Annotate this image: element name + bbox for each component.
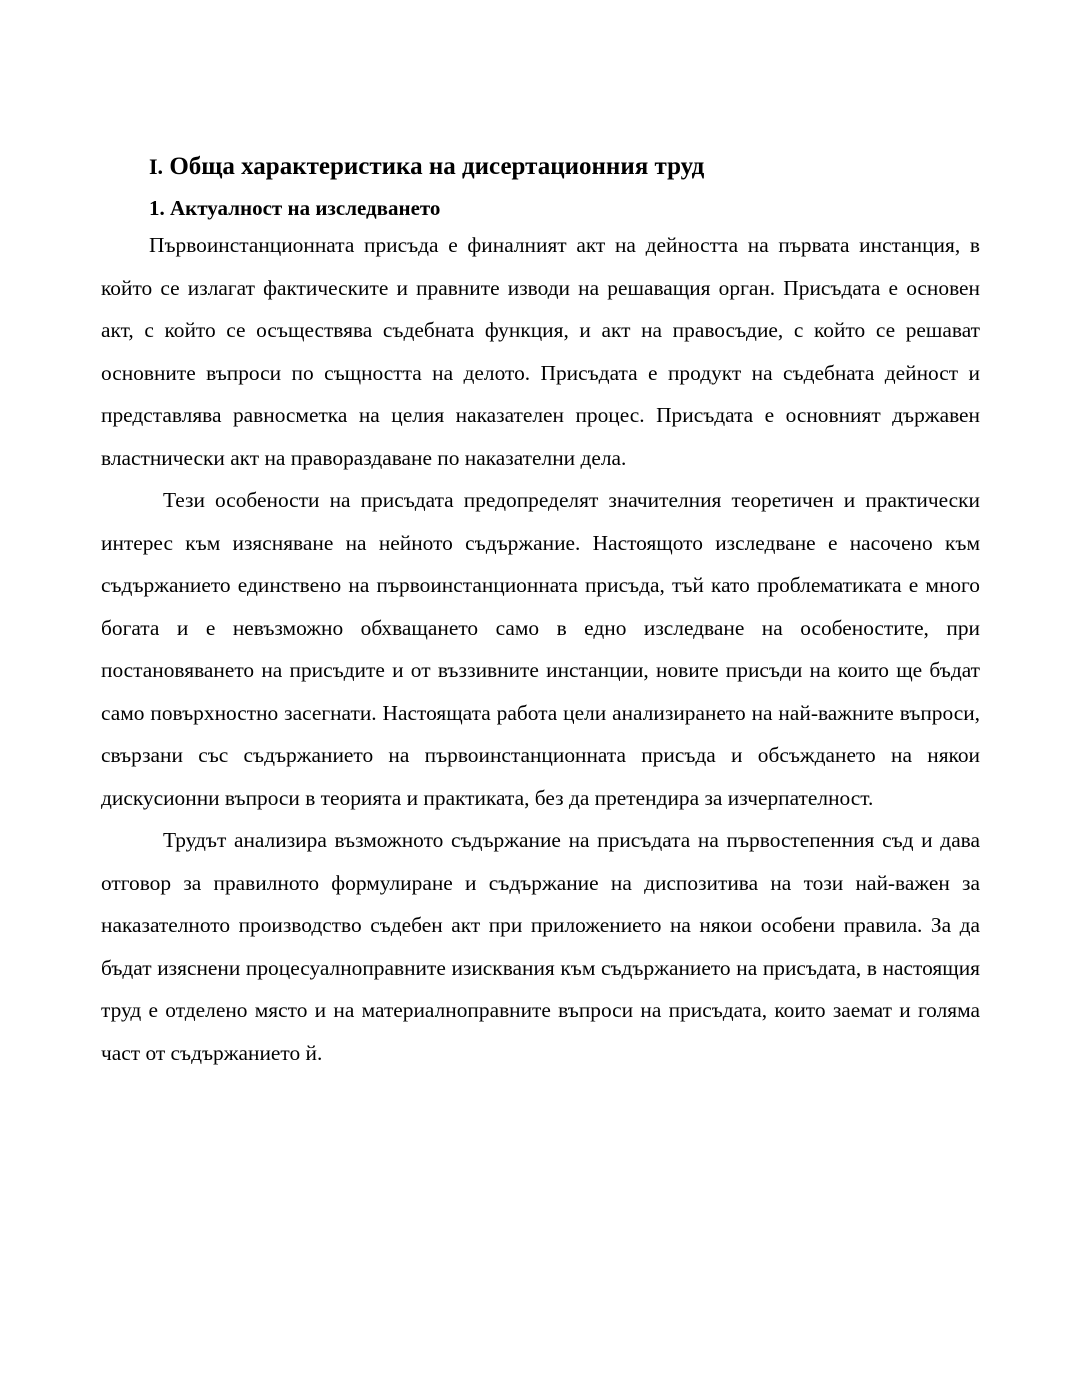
section-number: I.	[149, 154, 164, 179]
document-body	[101, 148, 980, 1074]
paragraph-2: Тези особености на присъдата предопределят значителния теоретичен и практически интерес към изясняване на нейното съдържание. Настоящото изследване е насочено към съдържанието единствено на първоинстанционната присъда, тъй като проблематиката е много богата и е невъзможно обхващането само в едно изследване на особеностите, при постановяването на присъдите и от въззивните инстанции, новите присъди на които ще бъдат само повърхностно засегнати. Настоящата работа цели анализирането на най-важните въпроси, свързани със съдържанието на първоинстанционната присъда и обсъждането на някои дискусионни въпроси в теорията и практиката, без да претендира за изчерпателност.	[101, 488, 980, 810]
section-heading	[149, 148, 980, 186]
subsection-heading: 1. Актуалност на изследването	[149, 196, 441, 220]
paragraph-1: Първоинстанционната присъда е финалният акт на дейността на първата инстанция, в който се излагат фактическите и правните изводи на решаващия орган. Присъдата е основен акт, с който се осъществява съдебната функция, и акт на правосъдие, с който се решават основните въпроси по същността на делото. Присъдата е продукт на съдебната дейност и представлява равносметка на целия наказателен процес. Присъдата е основният държавен властнически акт на правораздаване по наказателни дела.	[101, 233, 980, 470]
section-title: Обща характеристика на дисертационния труд	[163, 153, 705, 180]
paragraph-3: Трудът анализира възможното съдържание на присъдата на първостепенния съд и дава отговор за правилното формулиране и съдържание на диспозитива на този най-важен за наказателното производство съдебен акт при приложението на някои особени правила. За да бъдат изяснени процесуалноправните изисквания към съдържанието на присъдата, в настоящия труд е отделено място и на материалноправните въпроси на присъдата, които заемат и голяма част от съдържанието й.	[101, 828, 980, 1065]
